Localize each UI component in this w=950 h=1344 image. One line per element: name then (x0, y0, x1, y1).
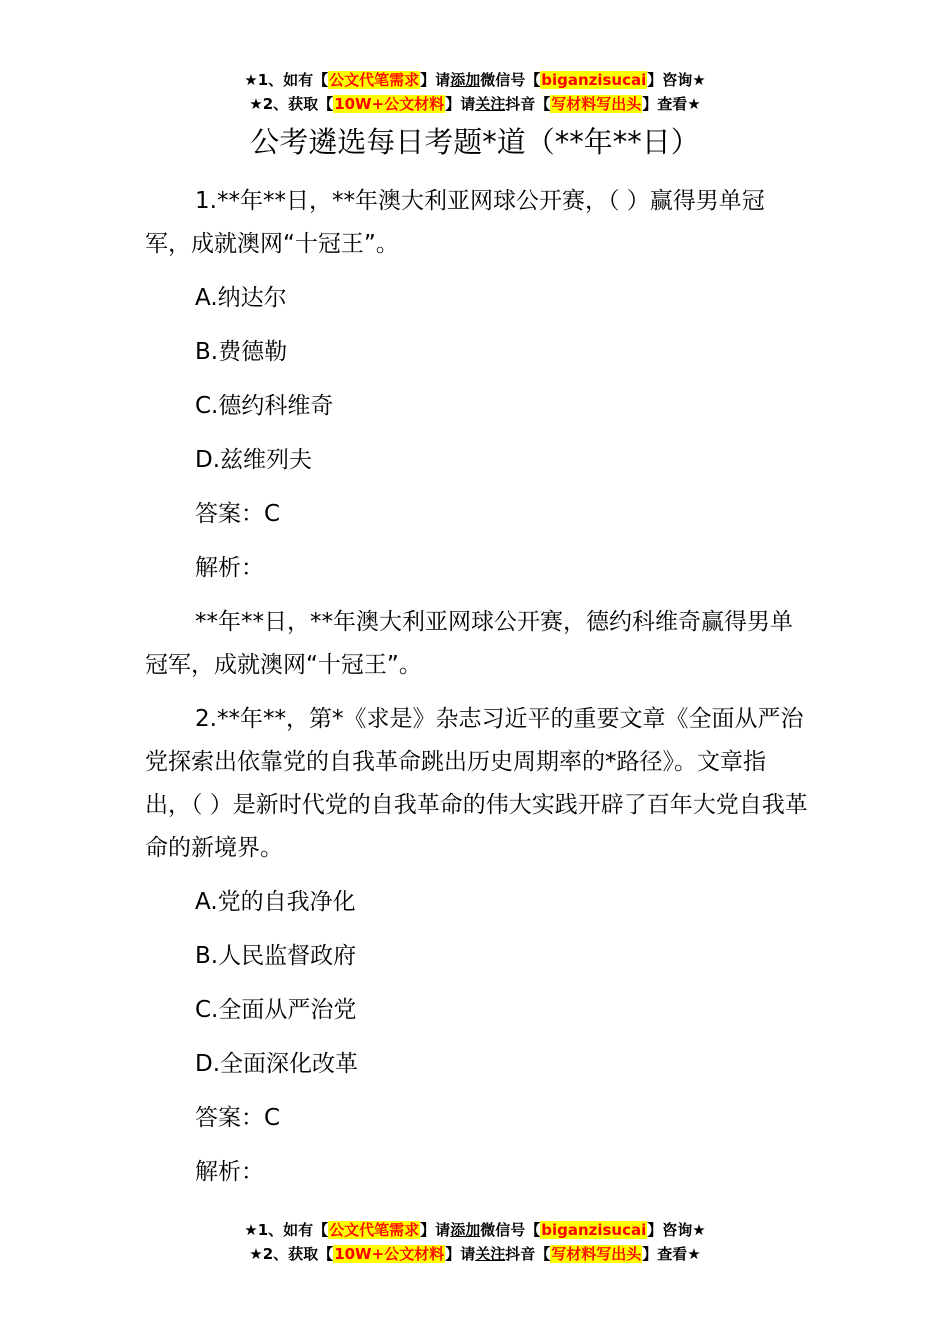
banner-text: 】咨询★ (647, 1221, 706, 1239)
banner-text: 】请 (420, 1221, 451, 1239)
q2-option-a: A.党的自我净化 (195, 889, 356, 915)
q2-answer: 答案：C (195, 1105, 281, 1131)
banner-line-1 (0, 68, 950, 92)
underlined-text: 添加 (450, 1221, 481, 1239)
banner-text: ★1、如有【 (244, 1221, 329, 1239)
highlight-service: 公文代笔需求 (329, 1221, 420, 1239)
highlight-wechat-id: biganzisucai (541, 71, 647, 89)
q1-answer: 答案：C (195, 501, 281, 527)
banner-line-2 (0, 1242, 950, 1266)
question-1: 1.**年**日，**年澳大利亚网球公开赛，（ ）赢得男单冠军，成就澳网“十冠王”。 (145, 188, 765, 257)
banner-text: ★2、获取【 (249, 1245, 334, 1263)
underlined-text: 添加 (450, 71, 481, 89)
banner-text: 】查看★ (642, 1245, 701, 1263)
q2-option-b: B.人民监督政府 (195, 943, 357, 969)
banner-text: 微信号【 (480, 71, 541, 89)
q1-option-a: A.纳达尔 (195, 285, 287, 311)
document-body (145, 180, 810, 1205)
highlight-service: 公文代笔需求 (329, 71, 420, 89)
banner-text: 】请 (420, 71, 451, 89)
q1-analysis: **年**日，**年澳大利亚网球公开赛，德约科维奇赢得男单冠军，成就澳网“十冠王”。 (145, 609, 793, 678)
banner-text: 】查看★ (642, 95, 701, 113)
q2-option-d: D.全面深化改革 (195, 1051, 359, 1077)
question-2: 2.**年**，第*《求是》杂志习近平的重要文章《全面从严治党探索出依靠党的自我革命跳出历史周期率的*路径》。文章指出，（ ）是新时代党的自我革命的伟大实践开辟了百年大党自我革命的新境界。 (145, 706, 808, 861)
top-banner (0, 68, 950, 116)
q1-option-c: C.德约科维奇 (195, 393, 334, 419)
banner-line-1 (0, 1218, 950, 1242)
underlined-text: 关注 (475, 95, 506, 113)
bottom-banner (0, 1218, 950, 1266)
highlight-douyin: 写材料写出头 (551, 1245, 642, 1263)
banner-text: ★1、如有【 (244, 71, 329, 89)
q2-analysis-label: 解析： (195, 1159, 264, 1185)
banner-text: 】请 (445, 95, 476, 113)
banner-text: 抖音【 (505, 1245, 551, 1263)
banner-text: ★2、获取【 (249, 95, 334, 113)
highlight-materials: 10W+公文材料 (334, 95, 445, 113)
page-title: 公考遴选每日考题*道（**年**日） (250, 125, 700, 159)
banner-line-2 (0, 92, 950, 116)
highlight-douyin: 写材料写出头 (551, 95, 642, 113)
q1-option-d: D.兹维列夫 (195, 447, 313, 473)
banner-text: 微信号【 (480, 1221, 541, 1239)
q2-option-c: C.全面从严治党 (195, 997, 357, 1023)
underlined-text: 关注 (475, 1245, 506, 1263)
banner-text: 抖音【 (505, 95, 551, 113)
q1-analysis-label: 解析： (195, 555, 264, 581)
q1-option-b: B.费德勒 (195, 339, 288, 365)
banner-text: 】咨询★ (647, 71, 706, 89)
banner-text: 】请 (445, 1245, 476, 1263)
highlight-materials: 10W+公文材料 (334, 1245, 445, 1263)
highlight-wechat-id: biganzisucai (541, 1221, 647, 1239)
